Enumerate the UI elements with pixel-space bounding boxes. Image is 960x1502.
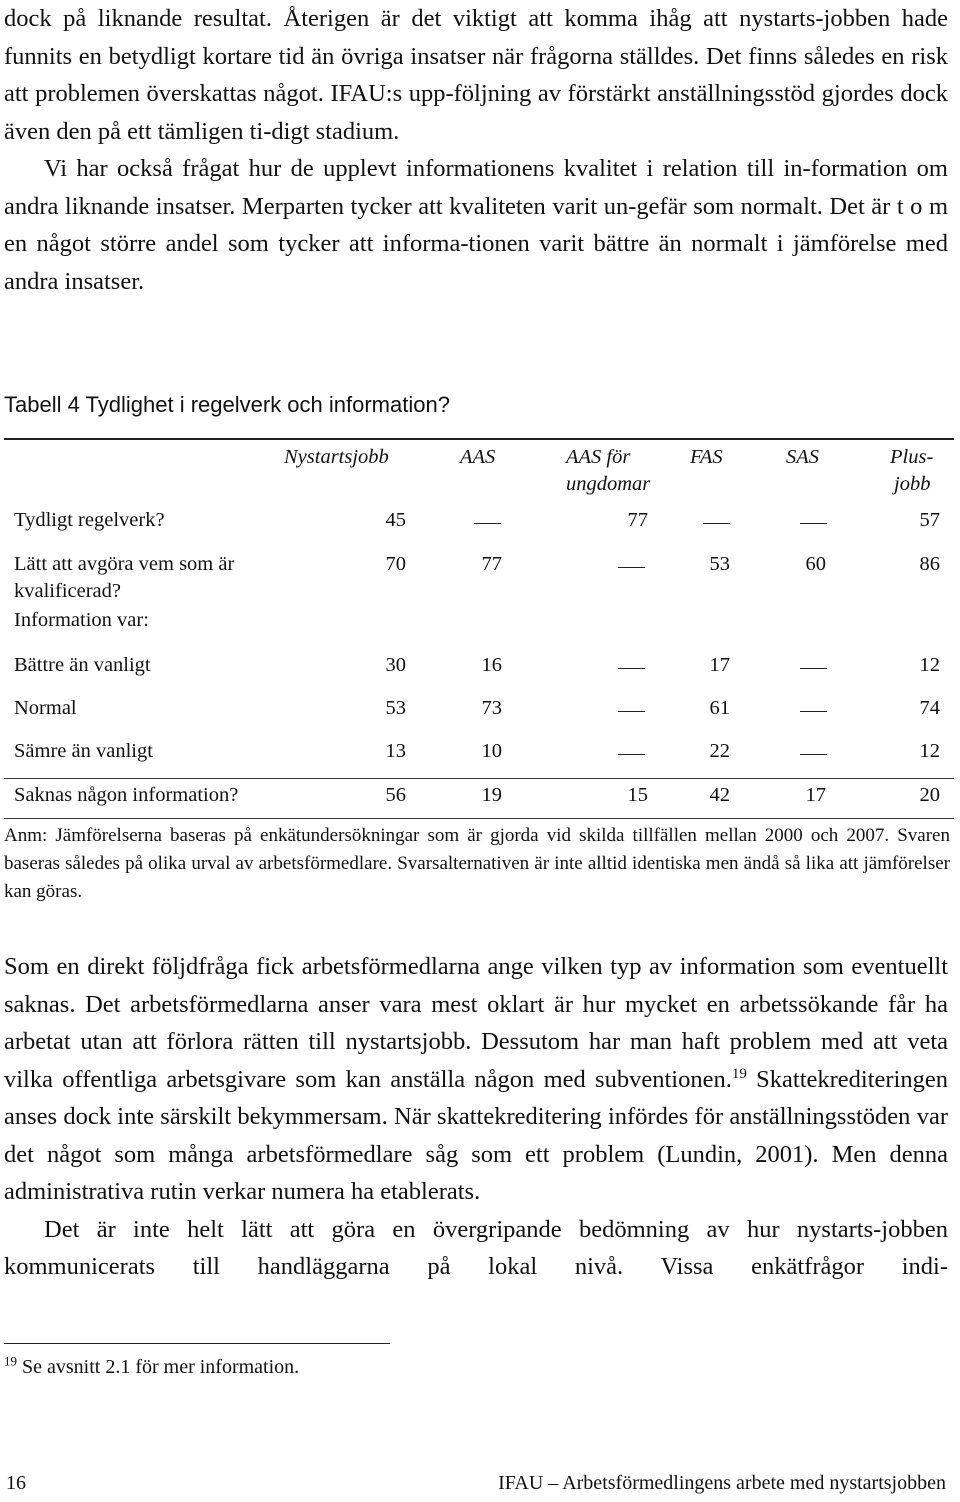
table-note xyxy=(4,822,950,906)
table-cell: 86 xyxy=(919,553,940,575)
dash-mark xyxy=(800,711,827,712)
column-header: AAS xyxy=(460,446,496,468)
table-cell: 74 xyxy=(919,697,940,719)
table-cell: 61 xyxy=(709,697,730,719)
footnote-text: Se avsnitt 2.1 för mer information. xyxy=(17,1356,300,1378)
column-header: Nystartsjobb xyxy=(284,446,389,468)
table-cell: 30 xyxy=(385,654,406,676)
table-cell: 17 xyxy=(805,784,826,806)
footnote-separator xyxy=(4,1343,390,1344)
column-header: AAS för xyxy=(566,446,631,468)
table-cell: 22 xyxy=(709,740,730,762)
footnote-reference: 19 xyxy=(731,1065,747,1082)
body-text-bottom xyxy=(4,948,948,1286)
table-cell: 42 xyxy=(709,784,730,806)
dash-mark xyxy=(474,523,501,524)
table-cell: 16 xyxy=(481,654,502,676)
table-cell: 19 xyxy=(481,784,502,806)
column-header: FAS xyxy=(690,446,723,468)
table-cell: 17 xyxy=(709,654,730,676)
row-label: Information var: xyxy=(14,609,149,631)
column-header: jobb xyxy=(894,473,931,495)
table-cell: 13 xyxy=(385,740,406,762)
row-label: Bättre än vanligt xyxy=(14,654,151,676)
row-label: Normal xyxy=(14,697,77,719)
table-cell: 53 xyxy=(385,697,406,719)
table-title: Tabell 4 Tydlighet i regelverk och information? xyxy=(4,392,450,417)
table-cell: 20 xyxy=(919,784,940,806)
table-cell: 15 xyxy=(627,784,648,806)
table-cell: 77 xyxy=(627,509,648,531)
dash-mark xyxy=(618,668,645,669)
table-cell: 12 xyxy=(919,740,940,762)
column-header: ungdomar xyxy=(566,473,651,495)
table-cell: 77 xyxy=(481,553,502,575)
table-cell: 57 xyxy=(919,509,940,531)
row-label: Tydligt regelverk? xyxy=(14,509,165,531)
column-header: Plus- xyxy=(890,446,934,468)
paragraph-text: Skattekrediteringen anses dock inte särskilt bekymmersam. När skattekreditering infördes för anställningsstöden var det något som många arbetsförmedlare såg som ett problem (Lundin, 2001). Men denna administrativa rutin verkar numera ha etablerats. xyxy=(4,1065,948,1205)
running-footer: IFAU – Arbetsförmedlingens arbete med nystartsjobben xyxy=(498,1472,946,1494)
dash-mark xyxy=(800,754,827,755)
dash-mark xyxy=(618,567,645,568)
table-cell: 56 xyxy=(385,784,406,806)
dash-mark xyxy=(703,523,730,524)
dash-mark xyxy=(800,523,827,524)
column-header: SAS xyxy=(786,446,820,468)
page-number: 16 xyxy=(6,1472,26,1494)
paragraph-text: Som en direkt följdfråga fick arbetsförmedlarna ange vilken typ av information som eventuellt saknas. Det arbetsförmedlarna anser vara mest oklart är hur mycket en arbetssökande får ha arbetat utan att förlora rätten till nystartsjobb. Dessutom har man haft problem med att veta vilka offentliga arbetsgivare som kan anställa någon med subventionen. xyxy=(4,953,948,1093)
paragraph: Det är inte helt lätt att göra en övergripande bedömning av hur nystarts-jobben kommunicerats till handläggarna på lokal nivå. Vissa enkätfrågor indi- xyxy=(4,1215,948,1280)
table-cell: 60 xyxy=(805,553,826,575)
row-label: Lätt att avgöra vem som är xyxy=(14,553,235,575)
table-cell: 12 xyxy=(919,654,940,676)
table-cell: 70 xyxy=(385,553,406,575)
body-text-top xyxy=(4,0,948,300)
footnote-number: 19 xyxy=(4,1353,17,1369)
dash-mark xyxy=(800,668,827,669)
paragraph xyxy=(4,948,948,1211)
table-rule xyxy=(4,778,954,779)
row-label: Saknas någon information? xyxy=(14,784,239,806)
footnote xyxy=(4,1353,300,1379)
note-text: Anm: Jämförelserna baseras på enkätundersökningar som är gjorda vid skilda tillfällen mellan 2000 och 2007. Svaren baseras således på olika urval av arbetsförmedlare. Svarsalternativen är inte alltid identiska men ändå så lika att jämförelser kan göras. xyxy=(4,825,950,902)
paragraph: dock på liknande resultat. Återigen är det viktigt att komma ihåg att nystarts-jobben hade funnits en betydligt kortare tid än övriga insatser när frågorna ställdes. Det finns således en risk att problemen överskattas något. IFAU:s upp-följning av förstärkt anställningsstöd gjordes dock även den på ett tämligen ti-digt stadium. xyxy=(4,5,948,145)
row-label: kvalificerad? xyxy=(14,580,121,602)
row-label: Sämre än vanligt xyxy=(14,740,153,762)
table-cell: 53 xyxy=(709,553,730,575)
paragraph: Vi har också frågat hur de upplevt informationens kvalitet i relation till in-formation om andra liknande insatser. Merparten tycker att kvaliteten varit un-gefär som normalt. Det är t o m en något större andel som tycker att informa-tionen varit bättre än normalt i jämförelse med andra insatser. xyxy=(4,155,948,295)
table-top-rule xyxy=(4,438,954,440)
table-cell: 10 xyxy=(481,740,502,762)
table-cell: 45 xyxy=(385,509,406,531)
dash-mark xyxy=(618,754,645,755)
dash-mark xyxy=(618,711,645,712)
table-bottom-rule xyxy=(4,818,954,819)
table-cell: 73 xyxy=(481,697,502,719)
